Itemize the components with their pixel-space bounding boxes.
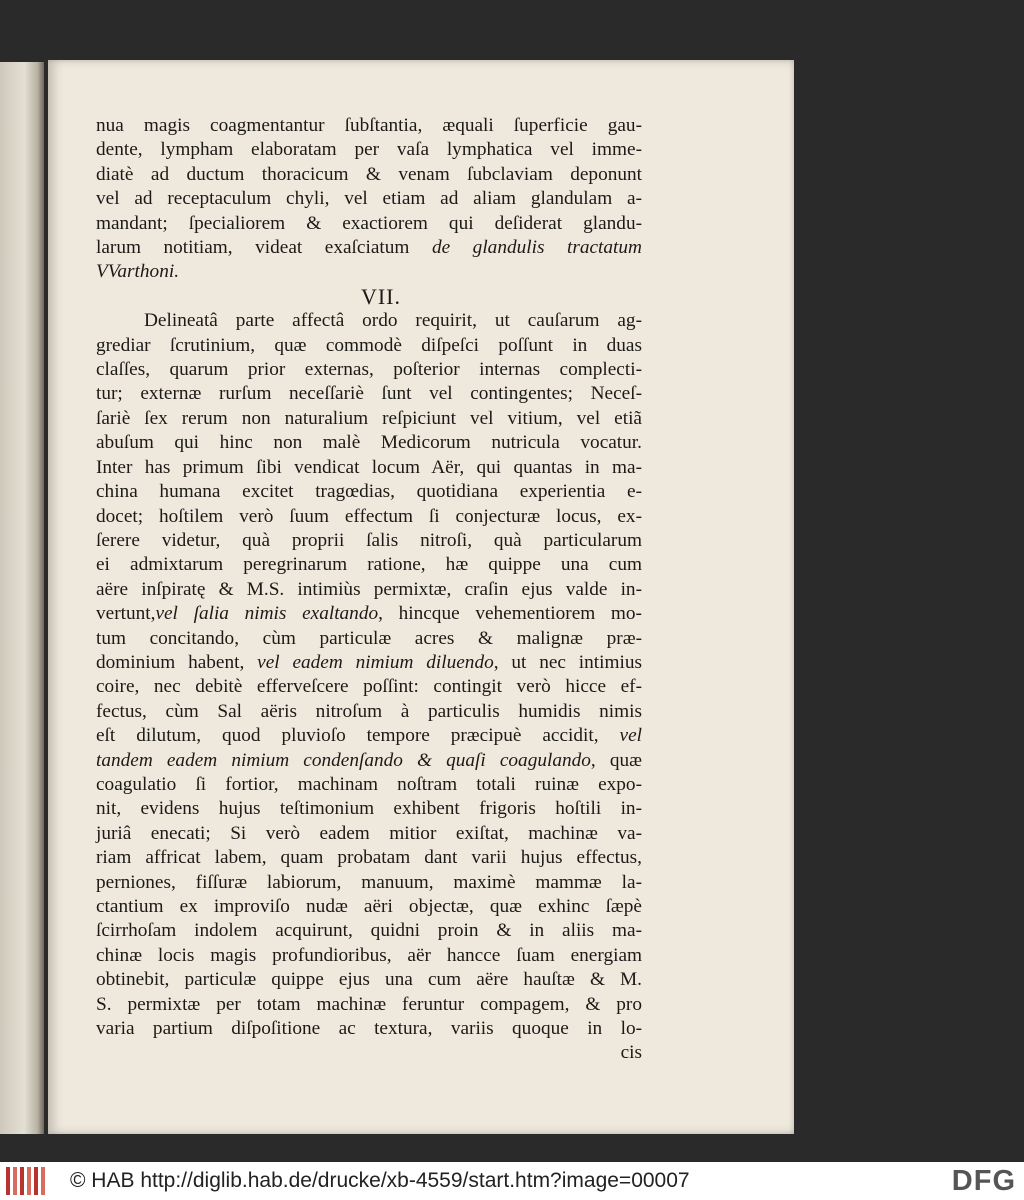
text-italic: tandem eadem nimium condenſando & quaſi coagulando bbox=[96, 749, 591, 771]
text-line: varia partium diſpoſitione ac textura, variis quoque in lo- bbox=[96, 1018, 642, 1040]
text-line: ſariè ſex rerum non naturalium reſpiciunt vel vitium, vel etiã bbox=[96, 407, 642, 429]
text-line: china humana excitet tragœdias, quotidiana experientia e- bbox=[96, 481, 642, 503]
text-line: perniones, fiſſuræ labiorum, manuum, maximè mammæ la- bbox=[96, 871, 642, 893]
text-line: tur; externæ rurſum neceſſariè ſunt vel contingentes; Neceſ- bbox=[96, 383, 642, 405]
section-heading: VII. bbox=[360, 283, 402, 309]
text-line: obtinebit, particulæ quippe ejus una cum aëre hauſtæ & M. bbox=[96, 969, 642, 991]
credit-link[interactable]: © HAB http://diglib.hab.de/drucke/xb-4559/start.htm?image=00007 bbox=[70, 1169, 690, 1192]
text-line: Delineatâ parte affectâ ordo requirit, ut cauſarum ag- bbox=[144, 310, 642, 332]
text-roman: vertunt, bbox=[96, 603, 156, 625]
text-line: fectus, cùm Sal aëris nitroſum à particulis humidis nimis bbox=[96, 700, 642, 722]
text-line: coagulatio ſi fortior, machinam noſtram totali ruinæ expo- bbox=[96, 773, 642, 795]
text-roman: dominium habent, bbox=[96, 651, 245, 673]
text-line: grediar ſcrutinium, quæ commodè diſpeſci poſſunt in duas bbox=[96, 334, 642, 356]
text-line: Inter has primum ſibi vendicat locum Aër, qui quantas in ma- bbox=[96, 456, 642, 478]
text-line bbox=[96, 236, 642, 260]
text-line bbox=[96, 602, 642, 626]
text-line: riam affricat labem, quam probatam dant varii hujus effectus, bbox=[96, 847, 642, 869]
hab-logo-icon bbox=[6, 1167, 46, 1195]
text-line: ſcirrhoſam indolem acquirunt, quidni proin & in aliis ma- bbox=[96, 920, 642, 942]
text-line bbox=[96, 651, 642, 675]
text-line: VVarthoni. bbox=[96, 261, 180, 283]
text-line: juriâ enecati; Si verò eadem mitior exiſtat, machinæ va- bbox=[96, 822, 642, 844]
text-line: aëre inſpiratę & M.S. intimiùs permixtæ, craſin ejus valde in- bbox=[96, 578, 642, 600]
text-line: tum concitando, cùm particulæ acres & malignæ præ- bbox=[96, 627, 642, 649]
previous-page-edge bbox=[0, 62, 44, 1134]
text-line: diatè ad ductum thoracicum & venam ſubclaviam deponunt bbox=[96, 163, 642, 185]
text-italic: de glandulis tractatum bbox=[431, 237, 642, 259]
text-line: mandant; ſpecialiorem & exactiorem qui deſiderat glandu- bbox=[96, 212, 642, 234]
text-line: dente, lympham elaboratam per vaſa lymphatica vel imme- bbox=[96, 139, 642, 161]
text-line: coire, nec debitè efferveſcere poſſint: contingit verò hicce ef- bbox=[96, 676, 642, 698]
text-line: vel ad receptaculum chyli, vel etiam ad aliam glandulam a- bbox=[96, 188, 642, 210]
text-line: chinæ locis magis profundioribus, aër hancce ſuam energiam bbox=[96, 944, 642, 966]
text-line bbox=[96, 749, 642, 773]
text-italic: vel ſalia nimis exaltando bbox=[155, 603, 379, 625]
text-roman: eſt dilutum, quod pluvioſo tempore præcipuè accidit, bbox=[96, 725, 599, 747]
catchword: cis bbox=[620, 1042, 642, 1064]
text-line: nua magis coagmentantur ſubſtantia, æquali ſuperficie gau- bbox=[96, 115, 642, 136]
text-roman: , quæ bbox=[590, 749, 642, 771]
text-roman: larum notitiam, videat exaſciatum bbox=[96, 237, 410, 259]
text-italic: vel bbox=[619, 725, 642, 747]
page-text bbox=[96, 114, 642, 1066]
text-line bbox=[96, 724, 642, 748]
text-line: ctantium ex improviſo nudæ aëri objectæ, quæ exhinc ſæpè bbox=[96, 896, 642, 917]
text-line: claſſes, quarum prior externas, poſterior internas complecti- bbox=[96, 359, 642, 381]
text-line: ei admixtarum peregrinarum ratione, hæ quippe una cum bbox=[96, 554, 642, 576]
text-roman: , hincque vehementiorem mo- bbox=[378, 603, 642, 625]
text-line: abuſum qui hinc non malè Medicorum nutricula vocatur. bbox=[96, 432, 642, 454]
text-italic: vel eadem nimium diluendo bbox=[257, 651, 494, 673]
text-line: S. permixtæ per totam machinæ feruntur compagem, & pro bbox=[96, 993, 642, 1015]
text-line: nit, evidens hujus teſtimonium exhibent frigoris hoſtili in- bbox=[96, 798, 642, 820]
text-line: ſerere videtur, quà proprii ſalis nitroſi, quà particularum bbox=[96, 529, 642, 551]
footer-bar bbox=[0, 1162, 1024, 1200]
dfg-logo: DFG bbox=[951, 1165, 1016, 1197]
text-roman: , ut nec intimius bbox=[493, 651, 642, 673]
text-line: docet; hoſtilem verò ſuum effectum ſi conjecturæ locus, ex- bbox=[96, 505, 642, 527]
